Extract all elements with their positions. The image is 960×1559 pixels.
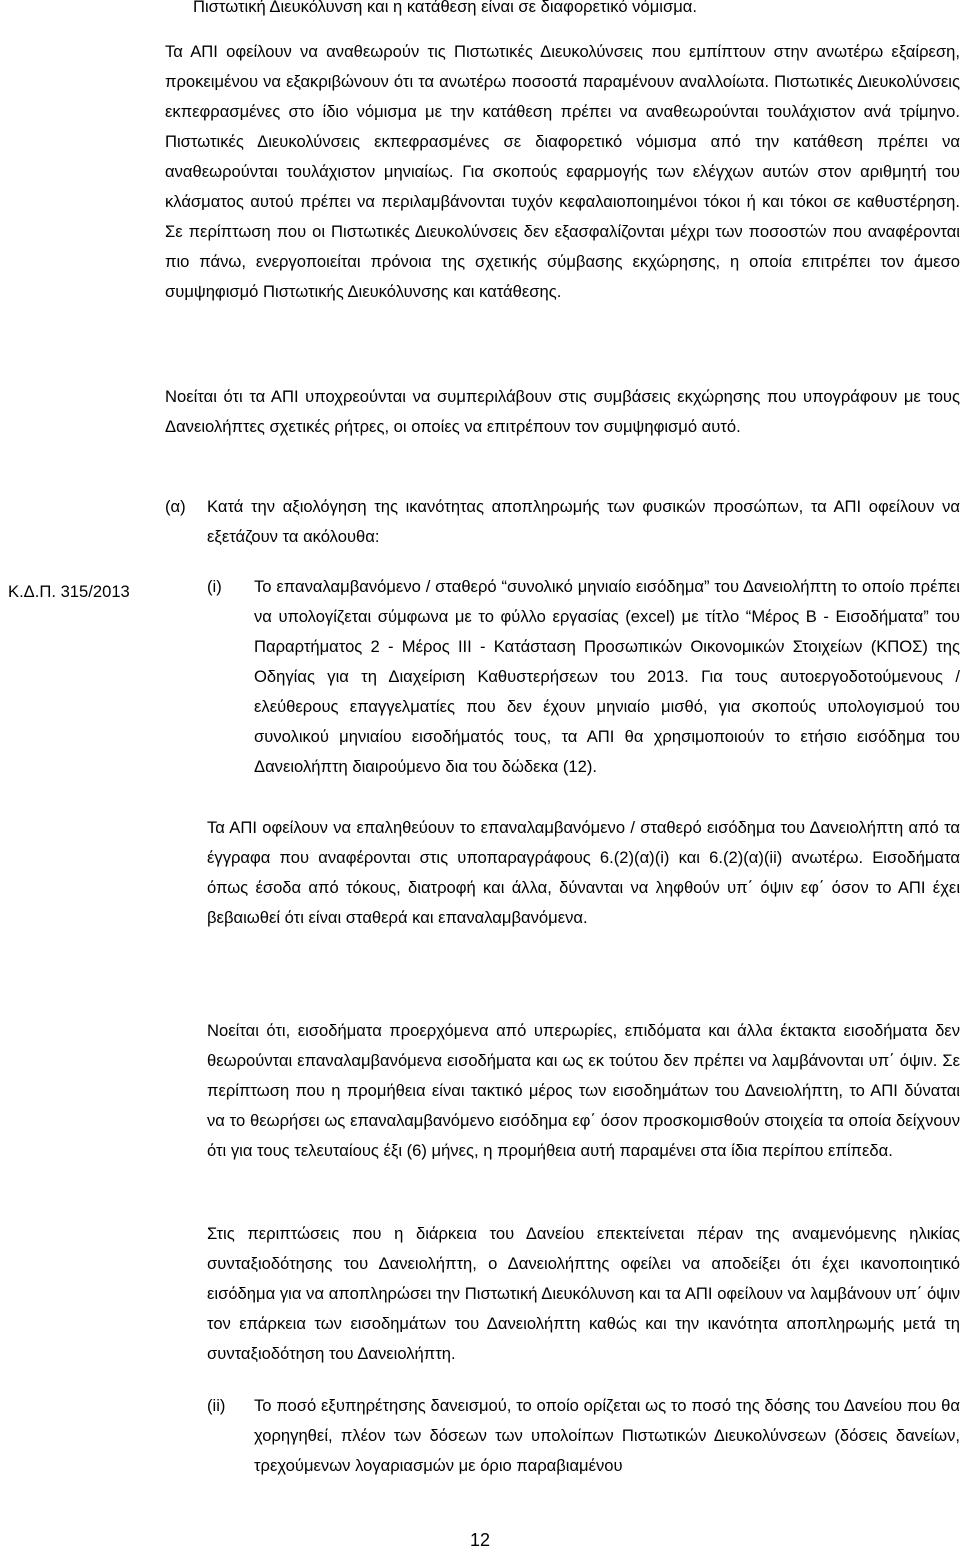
- paragraph-overtime-income: Νοείται ότι, εισοδήματα προερχόμενα από υπερωρίες, επιδόματα και άλλα έκτακτα εισοδήματα δεν θεωρούνται επαναλαμβανόμενα εισοδήματα και ως εκ τούτου δεν πρέπει να λαμβάνονται υπ΄ όψιν. Σε περίπτωση που η προμήθεια είναι τακτικό μέρος των εισοδημάτων του Δανειολήπτη, το ΑΠΙ δύναται να το θεωρήσει ως επαναλαμβανόμενο εισόδημα εφ΄ όσον προσκομισθούν στοιχεία τα οποία δείχνουν ότι για τους τελευταίους έξι (6) μήνες, η προμήθεια αυτή παραμένει στα ίδια περίπου επίπεδα.: [207, 1021, 960, 1160]
- paragraph-income-verification: Τα ΑΠΙ οφείλουν να επαληθεύουν το επαναλαμβανόμενο / σταθερό εισόδημα του Δανειολήπτη από τα έγγραφα που αναφέρονται στις υποπαραγράφους 6.(2)(α)(i) και 6.(2)(α)(ii) ανωτέρω. Εισοδήματα όπως έσοδα από τόκους, διατροφή και άλλα, δύνανται να ληφθούν υπ΄ όψιν εφ΄ όσον το ΑΠΙ έχει βεβαιωθεί ότι είναι σταθερά και επαναλαμβανόμενα.: [207, 818, 960, 927]
- list-item-ii: [207, 1391, 960, 1481]
- page-number: 12: [469, 1530, 491, 1550]
- paragraph-retirement: Στις περιπτώσεις που η διάρκεια του Δανείου επεκτείνεται πέραν της αναμενόμενης ηλικίας συνταξιοδότησης του Δανειολήπτη, ο Δανειολήπτης οφείλει να αποδείξει ότι έχει ικανοποιητικό εισόδημα για να αποπληρώσει την Πιστωτική Διευκόλυνση και τα ΑΠΙ οφείλουν να λαμβάνουν υπ΄ όψιν τον επάρκεια των εισοδημάτων του Δανειολήπτη καθώς και την ικανότητα αποπληρωμής μετά τη συνταξιοδότηση του Δανειολήπτη.: [207, 1224, 960, 1363]
- list-item-i: [207, 572, 960, 782]
- list-label: (i): [207, 577, 222, 596]
- list-text: Το επαναλαμβανόμενο / σταθερό “συνολικό μηνιαίο εισόδημα” του Δανειολήπτη το οποίο πρέπει να υπολογίζεται σύμφωνα με το φύλλο εργασίας (excel) με τίτλο “Μέρος Β - Εισοδήματα” του Παραρτήματος 2 - Μέρος ΙΙΙ - Κατάσταση Προσωπικών Οικονομικών Στοιχείων (ΚΠΟΣ) της Οδηγίας για τη Διαχείριση Καθυστερήσεων του 2013. Για τους αυτοεργοδοτούμενους / ελεύθερους επαγγελματίες που δεν έχουν μηνιαίο μισθό, για σκοπούς υπολογισμού του συνολικού μηνιαίου εισοδήματός τους, τα ΑΠΙ θα χρησιμοποιούν το ετήσιο εισόδημα του Δανειολήπτη διαιρούμενο δια του δώδεκα (12).: [254, 577, 960, 776]
- list-label: (α): [165, 497, 186, 516]
- margin-reference: Κ.Δ.Π. 315/2013: [8, 582, 130, 601]
- list-item-a: [165, 492, 960, 552]
- paragraph-note-assignment: Νοείται ότι τα ΑΠΙ υποχρεούνται να συμπεριλάβουν στις συμβάσεις εκχώρησης που υπογράφουν με τους Δανειολήπτες σχετικές ρήτρες, οι οποίες να επιτρέπουν τον συμψηφισμό αυτό.: [165, 387, 960, 436]
- list-text: Κατά την αξιολόγηση της ικανότητας αποπληρωμής των φυσικών προσώπων, τα ΑΠΙ οφείλουν να εξετάζουν τα ακόλουθα:: [207, 497, 960, 546]
- paragraph-review-credit-facilities: Τα ΑΠΙ οφείλουν να αναθεωρούν τις Πιστωτικές Διευκολύνσεις που εμπίπτουν στην ανωτέρω εξαίρεση, προκειμένου να εξακριβώνουν ότι τα ανωτέρω ποσοστά παραμένουν αναλλοίωτα. Πιστωτικές Διευκολύνσεις εκπεφρασμένες στο ίδιο νόμισμα με την κατάθεση πρέπει να αναθεωρούνται τουλάχιστον ανά τρίμηνο. Πιστωτικές Διευκολύνσεις εκπεφρασμένες σε διαφορετικό νόμισμα από την κατάθεση πρέπει να αναθεωρούνται τουλάχιστον μηνιαίως. Για σκοπούς εφαρμογής των ελέγχων αυτών στον αριθμητή του κλάσματος αυτού πρέπει να περιλαμβάνονται τυχόν κεφαλαιοποιημένοι τόκοι ή και τόκοι σε καθυστέρηση. Σε περίπτωση που οι Πιστωτικές Διευκολύνσεις δεν εξασφαλίζονται μέχρι των ποσοστών που αναφέρονται πιο πάνω, ενεργοποιείται πρόνοια της σχετικής σύμβασης εκχώρησης, η οποία επιτρέπει τον άμεσο συμψηφισμό Πιστωτικής Διευκόλυνσης και κατάθεσης.: [165, 42, 960, 301]
- paragraph-continuation: Πιστωτική Διευκόλυνση και η κατάθεση είναι σε διαφορετικό νόμισμα.: [193, 0, 697, 16]
- list-text: Το ποσό εξυπηρέτησης δανεισμού, το οποίο ορίζεται ως το ποσό της δόσης του Δανείου που θα χορηγηθεί, πλέον των δόσεων των υπολοίπων Πιστωτικών Διευκολύνσεων (δόσεις δανείων, τρεχούμενων λογαριασμών με όριο παραβιαμένου: [254, 1396, 960, 1475]
- list-label: (ii): [207, 1396, 226, 1415]
